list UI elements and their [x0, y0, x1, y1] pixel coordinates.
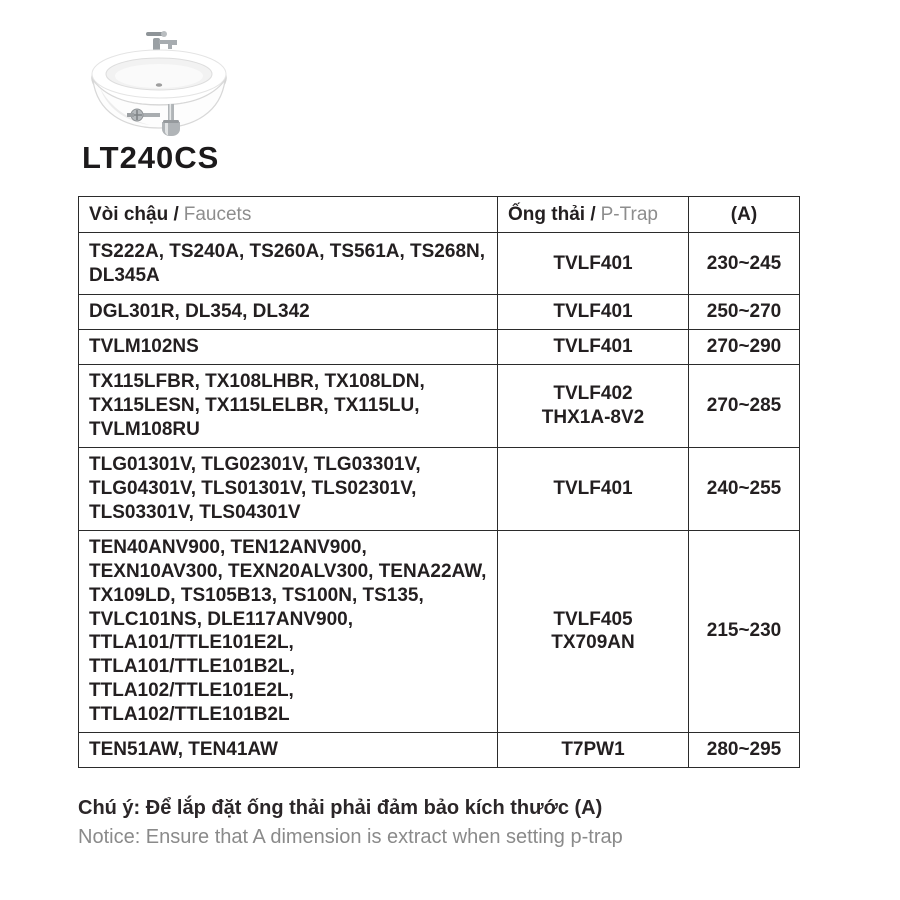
ptrap-model-cell [498, 447, 689, 530]
ptrap-model-cell [498, 530, 689, 733]
ptrap-model-line: TVLF401 [553, 477, 633, 499]
ptrap-model-line: TX709AN [551, 632, 635, 654]
note-english: Notice: Ensure that A dimension is extract when setting p-trap [78, 826, 623, 848]
faucet-models-cell: TS222A, TS240A, TS260A, TS561A, TS268N, DL345A [79, 233, 498, 295]
dimension-a-cell: 250~270 [689, 295, 800, 330]
table-row [79, 329, 800, 364]
ptrap-model-line: TVLF401 [553, 301, 633, 322]
ptrap-model-cell [498, 295, 689, 330]
ptrap-model-cell [498, 733, 689, 768]
spec-table [78, 196, 800, 768]
column-header-ptrap [498, 197, 689, 233]
overflow-hole [156, 83, 162, 87]
table-row [79, 233, 800, 295]
table-row [79, 733, 800, 768]
faucet-models-cell: TLG01301V, TLG02301V, TLG03301V, TLG04301V, TLS01301V, TLS02301V, TLS03301V, TLS04301V [79, 447, 498, 530]
table-row [79, 364, 800, 447]
faucet-models-cell: TVLM102NS [79, 329, 498, 364]
ptrap-header-vi: Ống thải / [508, 203, 596, 225]
table-row [79, 447, 800, 530]
faucets-header-vi: Vòi chậu / [89, 203, 179, 225]
page-title: LT240CS [82, 140, 220, 175]
ptrap-model-line: TVLF402 [553, 382, 633, 404]
dimension-a-cell: 270~290 [689, 329, 800, 364]
dimension-a-cell: 230~245 [689, 233, 800, 295]
dimension-a-cell: 270~285 [689, 364, 800, 447]
ptrap-model-cell [498, 364, 689, 447]
dimension-a-cell: 215~230 [689, 530, 800, 733]
dimension-a-cell: 280~295 [689, 733, 800, 768]
table-row [79, 295, 800, 330]
dimension-a-cell: 240~255 [689, 447, 800, 530]
faucet-models-cell: TEN51AW, TEN41AW [79, 733, 498, 768]
sink-illustration [80, 18, 242, 142]
faucet-models-cell: DGL301R, DL354, DL342 [79, 295, 498, 330]
note-vietnamese: Chú ý: Để lắp đặt ống thải phải đảm bảo kích thước (A) [78, 797, 603, 819]
footer-notes [78, 794, 818, 852]
ptrap-model-cell [498, 233, 689, 295]
ptrap-header-en: P-Trap [600, 203, 658, 225]
ptrap-model-cell [498, 329, 689, 364]
product-image [80, 18, 242, 142]
table-row [79, 530, 800, 733]
column-header-faucets [79, 197, 498, 233]
ptrap-model-line: THX1A-8V2 [541, 406, 645, 428]
ptrap-model-line: TVLF401 [553, 335, 633, 357]
ptrap-model-line: TVLF401 [553, 252, 633, 274]
spec-table-header-row [79, 197, 800, 233]
ptrap-model-line: TVLF405 [553, 608, 633, 630]
spec-table-body [79, 233, 800, 768]
faucets-header-en: Faucets [183, 203, 252, 225]
faucet-models-cell: TEN40ANV900, TEN12ANV900, TEXN10AV300, TEXN20ALV300, TENA22AW, TX109LD, TS105B13, TS100N, TS135, TVLC101NS, DLE117ANV900, TTLA101/TTLE101E2L, TTLA101/TTLE101B2L, TTLA102/TTLE101E2L, TTLA102/TTLE101B2L [79, 530, 498, 733]
faucet-models-cell: TX115LFBR, TX108LHBR, TX108LDN, TX115LESN, TX115LELBR, TX115LU, TVLM108RU [79, 364, 498, 447]
column-header-dimension-a: (A) [689, 197, 800, 233]
ptrap-model-line: T7PW1 [561, 739, 625, 761]
